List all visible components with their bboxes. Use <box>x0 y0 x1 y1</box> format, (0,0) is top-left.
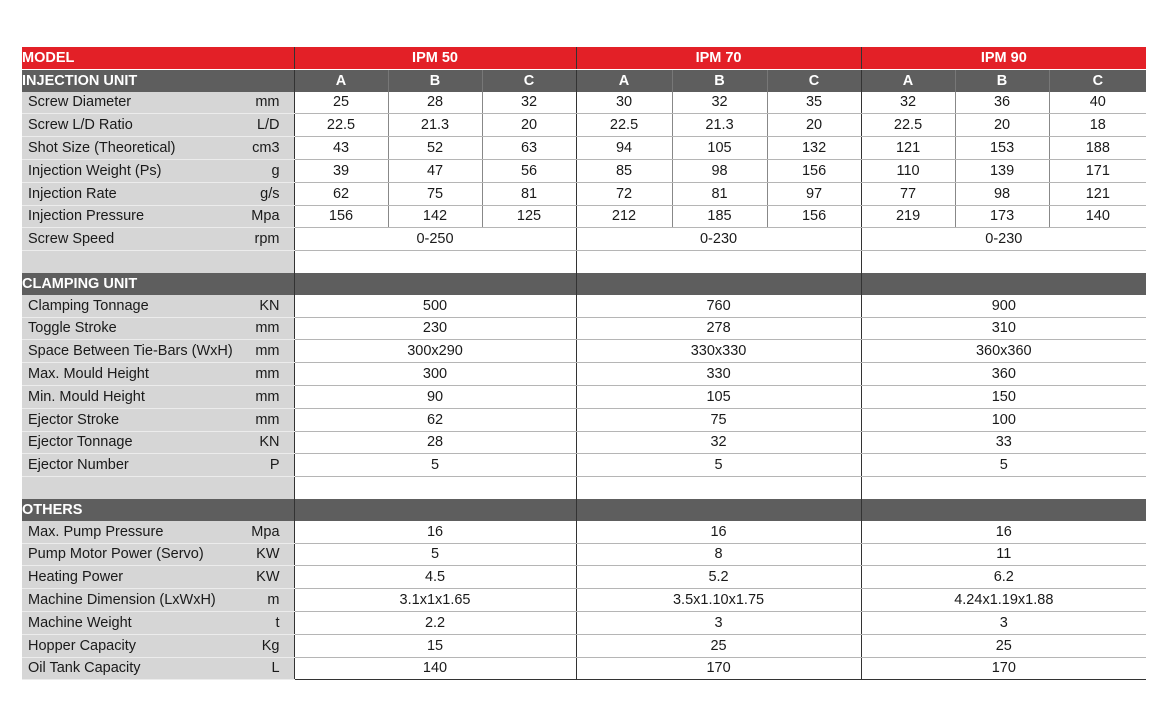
table-row <box>22 385 1146 408</box>
row-label: Screw Diameter <box>22 92 240 114</box>
spacer-cell <box>22 477 240 499</box>
row-unit: KN <box>240 295 294 317</box>
table-row <box>22 634 1146 657</box>
value-cell: 0-230 <box>576 228 861 251</box>
variant-label: C <box>482 69 576 91</box>
value-cell: 760 <box>576 295 861 317</box>
row-label: Injection Pressure <box>22 205 240 228</box>
row-label: Injection Weight (Ps) <box>22 159 240 182</box>
row-label: Screw Speed <box>22 228 240 251</box>
section-title: CLAMPING UNIT <box>22 273 294 295</box>
value-cell: 3 <box>861 611 1146 634</box>
row-label: Machine Dimension (LxWxH) <box>22 589 240 612</box>
value-cell: 18 <box>1049 114 1146 137</box>
value-cell: 3.1x1x1.65 <box>294 589 576 612</box>
value-cell: 43 <box>294 137 388 160</box>
value-cell: 21.3 <box>388 114 482 137</box>
value-cell: 173 <box>955 205 1049 228</box>
value-cell: 500 <box>294 295 576 317</box>
row-label: Min. Mould Height <box>22 385 240 408</box>
value-cell: 35 <box>767 92 861 114</box>
value-cell: 5 <box>294 454 576 477</box>
row-label: Hopper Capacity <box>22 634 240 657</box>
row-unit: L/D <box>240 114 294 137</box>
value-cell: 156 <box>294 205 388 228</box>
row-unit: KN <box>240 431 294 454</box>
section-header-fill <box>861 273 1146 295</box>
spacer-cell <box>861 251 1146 273</box>
row-label: Heating Power <box>22 566 240 589</box>
value-cell: 121 <box>861 137 955 160</box>
value-cell: 156 <box>767 205 861 228</box>
variant-label: A <box>861 69 955 91</box>
table-row <box>22 589 1146 612</box>
value-cell: 21.3 <box>672 114 767 137</box>
spacer-cell <box>576 251 861 273</box>
value-cell: 40 <box>1049 92 1146 114</box>
value-cell: 32 <box>672 92 767 114</box>
row-unit: mm <box>240 340 294 363</box>
value-cell: 360 <box>861 363 1146 386</box>
value-cell: 39 <box>294 159 388 182</box>
row-unit: mm <box>240 408 294 431</box>
spacer-cell <box>22 251 240 273</box>
row-unit: P <box>240 454 294 477</box>
table-row <box>22 543 1146 566</box>
row-label: Ejector Number <box>22 454 240 477</box>
table-row <box>22 228 1146 251</box>
value-cell: 77 <box>861 182 955 205</box>
row-unit: mm <box>240 385 294 408</box>
value-cell: 2.2 <box>294 611 576 634</box>
value-cell: 185 <box>672 205 767 228</box>
value-cell: 5 <box>861 454 1146 477</box>
variant-label: B <box>672 69 767 91</box>
value-cell: 125 <box>482 205 576 228</box>
table-row <box>22 137 1146 160</box>
value-cell: 94 <box>576 137 672 160</box>
value-cell: 81 <box>482 182 576 205</box>
value-cell: 22.5 <box>861 114 955 137</box>
variant-label: A <box>294 69 388 91</box>
value-cell: 47 <box>388 159 482 182</box>
table-row <box>22 566 1146 589</box>
value-cell: 330 <box>576 363 861 386</box>
value-cell: 121 <box>1049 182 1146 205</box>
row-unit: KW <box>240 543 294 566</box>
row-label: Ejector Tonnage <box>22 431 240 454</box>
variant-label: B <box>955 69 1049 91</box>
value-cell: 132 <box>767 137 861 160</box>
table-row <box>22 340 1146 363</box>
value-cell: 3 <box>576 611 861 634</box>
variant-label: C <box>1049 69 1146 91</box>
spacer-cell <box>294 477 576 499</box>
value-cell: 32 <box>482 92 576 114</box>
table-row <box>22 657 1146 680</box>
row-label: Max. Mould Height <box>22 363 240 386</box>
section-header-fill <box>576 499 861 521</box>
row-unit: KW <box>240 566 294 589</box>
table-row <box>22 317 1146 340</box>
spec-table <box>22 47 1146 680</box>
value-cell: 72 <box>576 182 672 205</box>
value-cell: 75 <box>576 408 861 431</box>
spacer-cell <box>576 477 861 499</box>
variant-label: B <box>388 69 482 91</box>
value-cell: 3.5x1.10x1.75 <box>576 589 861 612</box>
value-cell: 110 <box>861 159 955 182</box>
table-row <box>22 363 1146 386</box>
spacer-row <box>22 251 1146 273</box>
value-cell: 25 <box>294 92 388 114</box>
value-cell: 85 <box>576 159 672 182</box>
table-row <box>22 159 1146 182</box>
table-row <box>22 521 1146 543</box>
row-label: Shot Size (Theoretical) <box>22 137 240 160</box>
value-cell: 33 <box>861 431 1146 454</box>
others-header <box>22 499 1146 521</box>
section-header-fill <box>294 499 576 521</box>
spacer-cell <box>861 477 1146 499</box>
row-unit: L <box>240 657 294 680</box>
row-unit: mm <box>240 363 294 386</box>
section-header-fill <box>294 273 576 295</box>
table-row <box>22 408 1146 431</box>
row-unit: Mpa <box>240 521 294 543</box>
row-label: Injection Rate <box>22 182 240 205</box>
model-name: IPM 50 <box>294 47 576 69</box>
row-label: Oil Tank Capacity <box>22 657 240 680</box>
table-row <box>22 92 1146 114</box>
row-unit: cm3 <box>240 137 294 160</box>
row-label: Clamping Tonnage <box>22 295 240 317</box>
value-cell: 25 <box>576 634 861 657</box>
row-unit: g/s <box>240 182 294 205</box>
value-cell: 140 <box>294 657 576 680</box>
row-unit: rpm <box>240 228 294 251</box>
value-cell: 150 <box>861 385 1146 408</box>
value-cell: 98 <box>955 182 1049 205</box>
row-label: Machine Weight <box>22 611 240 634</box>
value-cell: 105 <box>672 137 767 160</box>
value-cell: 28 <box>294 431 576 454</box>
section-header-fill <box>576 273 861 295</box>
value-cell: 300 <box>294 363 576 386</box>
value-cell: 36 <box>955 92 1049 114</box>
section-title: OTHERS <box>22 499 294 521</box>
row-unit: m <box>240 589 294 612</box>
value-cell: 62 <box>294 182 388 205</box>
value-cell: 4.24x1.19x1.88 <box>861 589 1146 612</box>
value-cell: 310 <box>861 317 1146 340</box>
value-cell: 16 <box>861 521 1146 543</box>
row-label: Space Between Tie-Bars (WxH) <box>22 340 240 363</box>
value-cell: 139 <box>955 159 1049 182</box>
value-cell: 105 <box>576 385 861 408</box>
value-cell: 62 <box>294 408 576 431</box>
spacer-cell <box>240 251 294 273</box>
model-name: IPM 90 <box>861 47 1146 69</box>
variant-label: A <box>576 69 672 91</box>
value-cell: 6.2 <box>861 566 1146 589</box>
value-cell: 16 <box>294 521 576 543</box>
value-cell: 170 <box>861 657 1146 680</box>
clamping-unit-header <box>22 273 1146 295</box>
value-cell: 22.5 <box>294 114 388 137</box>
value-cell: 20 <box>955 114 1049 137</box>
value-cell: 219 <box>861 205 955 228</box>
table-row <box>22 205 1146 228</box>
table-row <box>22 454 1146 477</box>
value-cell: 15 <box>294 634 576 657</box>
table-row <box>22 611 1146 634</box>
row-unit: Mpa <box>240 205 294 228</box>
value-cell: 153 <box>955 137 1049 160</box>
row-unit: mm <box>240 317 294 340</box>
value-cell: 20 <box>482 114 576 137</box>
injection-unit-header <box>22 69 1146 91</box>
spacer-row <box>22 477 1146 499</box>
value-cell: 140 <box>1049 205 1146 228</box>
section-header-fill <box>861 499 1146 521</box>
value-cell: 16 <box>576 521 861 543</box>
spacer-cell <box>240 477 294 499</box>
model-label: MODEL <box>22 47 294 69</box>
value-cell: 75 <box>388 182 482 205</box>
value-cell: 142 <box>388 205 482 228</box>
row-unit: g <box>240 159 294 182</box>
value-cell: 28 <box>388 92 482 114</box>
model-header-row <box>22 47 1146 69</box>
value-cell: 5 <box>294 543 576 566</box>
value-cell: 188 <box>1049 137 1146 160</box>
value-cell: 25 <box>861 634 1146 657</box>
value-cell: 278 <box>576 317 861 340</box>
value-cell: 20 <box>767 114 861 137</box>
row-label: Pump Motor Power (Servo) <box>22 543 240 566</box>
value-cell: 30 <box>576 92 672 114</box>
row-label: Toggle Stroke <box>22 317 240 340</box>
value-cell: 97 <box>767 182 861 205</box>
model-name: IPM 70 <box>576 47 861 69</box>
value-cell: 56 <box>482 159 576 182</box>
section-title: INJECTION UNIT <box>22 69 294 91</box>
row-unit: Kg <box>240 634 294 657</box>
value-cell: 230 <box>294 317 576 340</box>
value-cell: 81 <box>672 182 767 205</box>
value-cell: 22.5 <box>576 114 672 137</box>
row-label: Screw L/D Ratio <box>22 114 240 137</box>
value-cell: 90 <box>294 385 576 408</box>
value-cell: 63 <box>482 137 576 160</box>
value-cell: 8 <box>576 543 861 566</box>
table-row <box>22 182 1146 205</box>
value-cell: 0-230 <box>861 228 1146 251</box>
table-row <box>22 295 1146 317</box>
row-unit: mm <box>240 92 294 114</box>
value-cell: 52 <box>388 137 482 160</box>
row-label: Max. Pump Pressure <box>22 521 240 543</box>
value-cell: 100 <box>861 408 1146 431</box>
table-row <box>22 114 1146 137</box>
value-cell: 170 <box>576 657 861 680</box>
variant-label: C <box>767 69 861 91</box>
value-cell: 5 <box>576 454 861 477</box>
value-cell: 360x360 <box>861 340 1146 363</box>
row-label: Ejector Stroke <box>22 408 240 431</box>
value-cell: 4.5 <box>294 566 576 589</box>
value-cell: 5.2 <box>576 566 861 589</box>
value-cell: 156 <box>767 159 861 182</box>
value-cell: 212 <box>576 205 672 228</box>
value-cell: 900 <box>861 295 1146 317</box>
value-cell: 330x330 <box>576 340 861 363</box>
table-row <box>22 431 1146 454</box>
value-cell: 98 <box>672 159 767 182</box>
value-cell: 171 <box>1049 159 1146 182</box>
value-cell: 32 <box>576 431 861 454</box>
value-cell: 300x290 <box>294 340 576 363</box>
row-unit: t <box>240 611 294 634</box>
spec-table-body <box>22 47 1146 680</box>
value-cell: 32 <box>861 92 955 114</box>
value-cell: 11 <box>861 543 1146 566</box>
value-cell: 0-250 <box>294 228 576 251</box>
spacer-cell <box>294 251 576 273</box>
